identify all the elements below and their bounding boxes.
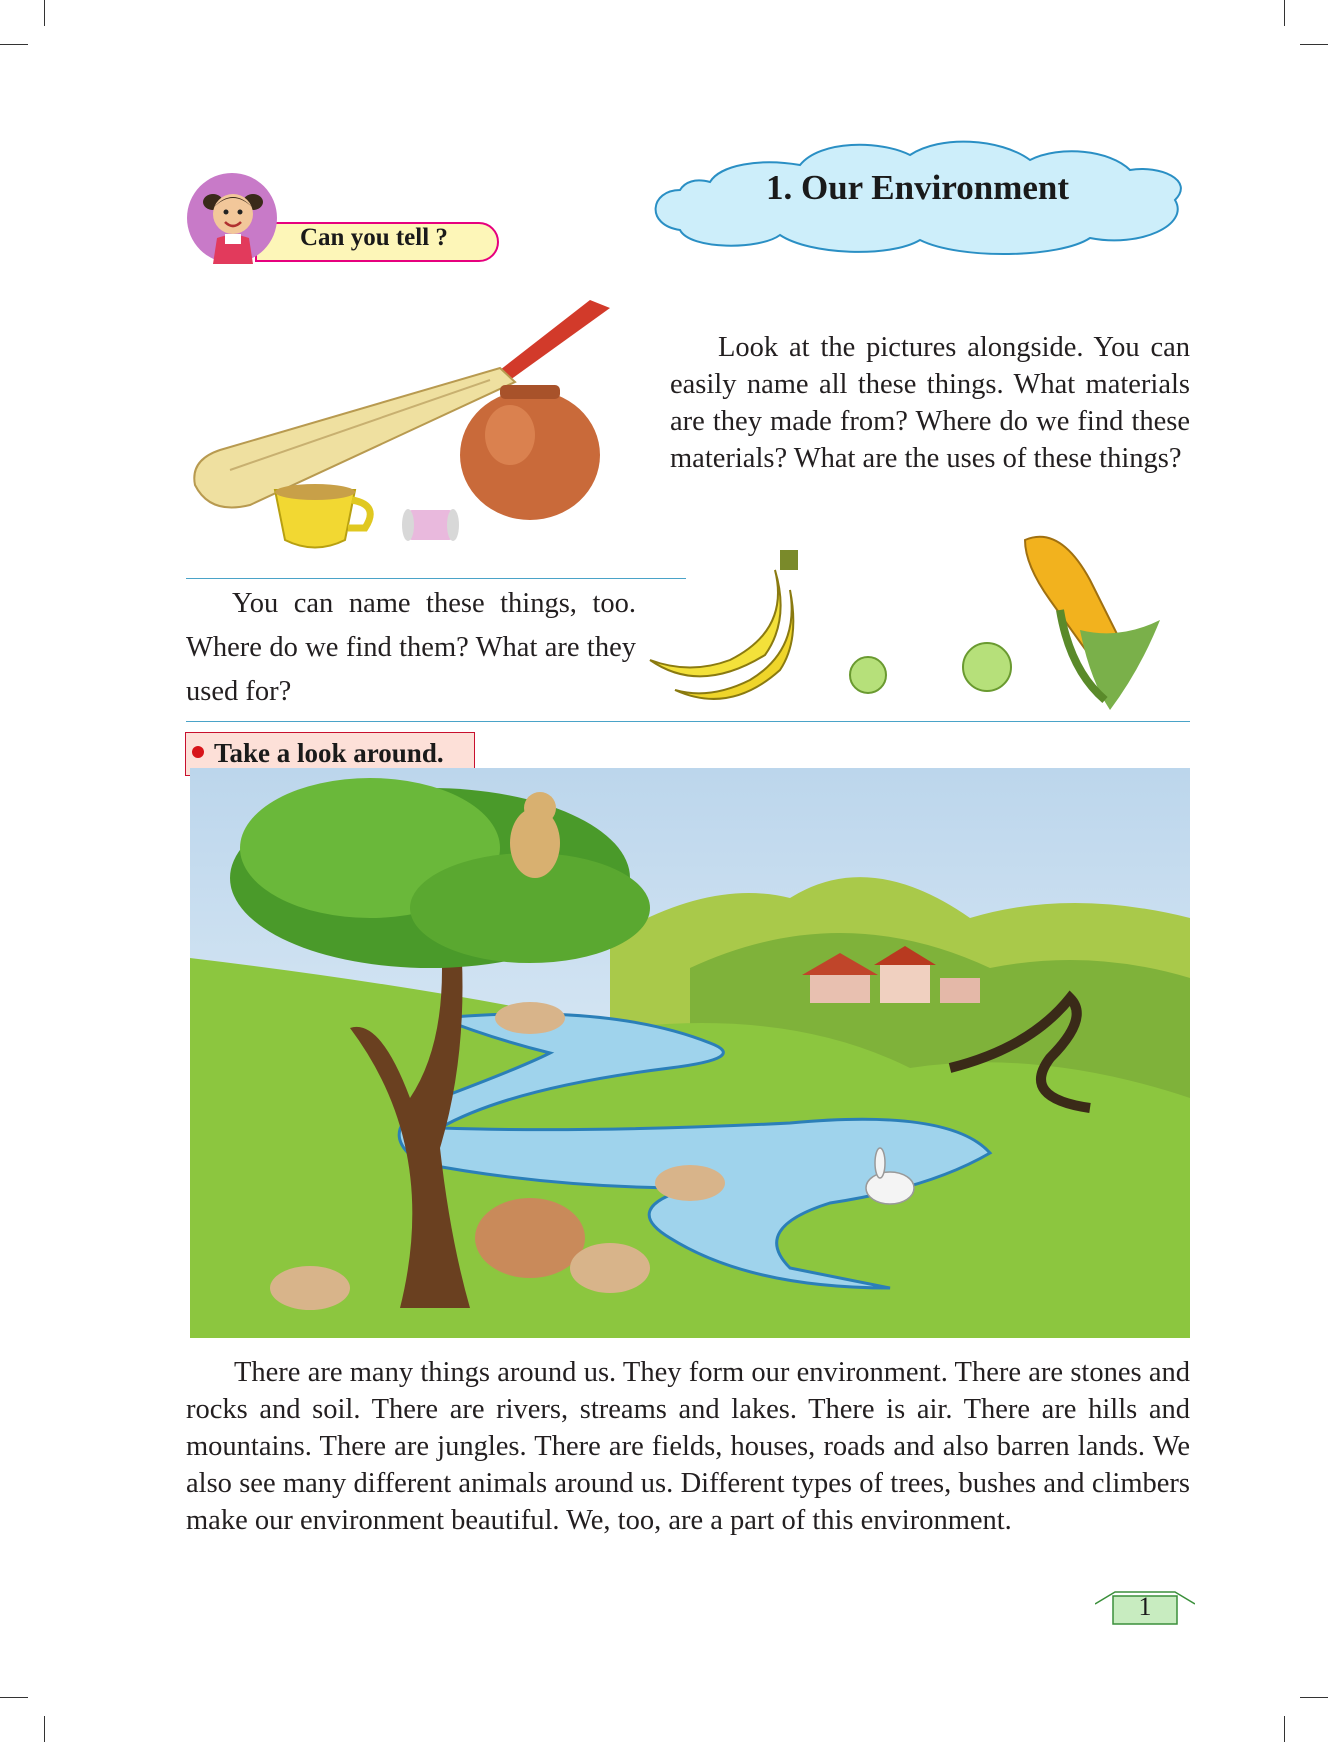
girl-mascot-icon (185, 172, 285, 264)
divider (186, 578, 686, 579)
crop-mark (1300, 44, 1328, 45)
page-number: 1 (1138, 1592, 1152, 1621)
crop-mark (44, 0, 45, 26)
teacup-icon (275, 484, 370, 548)
crop-mark (1284, 1716, 1285, 1742)
crop-mark (1284, 0, 1285, 26)
items-question-paragraph: You can name these things, too. Where do we find them? What are they used for? (186, 588, 636, 707)
fruits-illustration (640, 520, 1200, 725)
activity-label: Take a look around. (214, 738, 444, 768)
chapter-title: 1. Our Environment (765, 168, 1070, 207)
crop-mark (0, 1697, 28, 1698)
corn-icon (1025, 537, 1160, 710)
thread-spool-icon (402, 509, 459, 541)
crop-mark (1300, 1697, 1328, 1698)
badge-label: Can you tell ? (300, 224, 448, 251)
household-items-illustration (190, 300, 640, 560)
clay-pot-icon (460, 385, 600, 520)
crop-mark (44, 1716, 45, 1742)
gooseberry-icon (850, 643, 1011, 693)
main-paragraph: There are many things around us. They form our environment. There are stones and rocks and soil. There are rivers, streams and lakes. There is air. There are hills and mountains. There are jungles. There are fields, houses, roads and also barren lands. We also see many different animals around us. Different types of trees, bushes and climbers make our environment beautiful. We, too, are a part of this environment. (186, 1357, 1190, 1536)
environment-landscape-illustration (190, 768, 1190, 1338)
crop-mark (0, 44, 28, 45)
bullet-icon (192, 746, 204, 758)
banana-icon (650, 550, 798, 699)
intro-paragraph: Look at the pictures alongside. You can easily name all these things. What materials are they made from? Where do we find these materials? What are the uses of these things? (670, 332, 1190, 474)
